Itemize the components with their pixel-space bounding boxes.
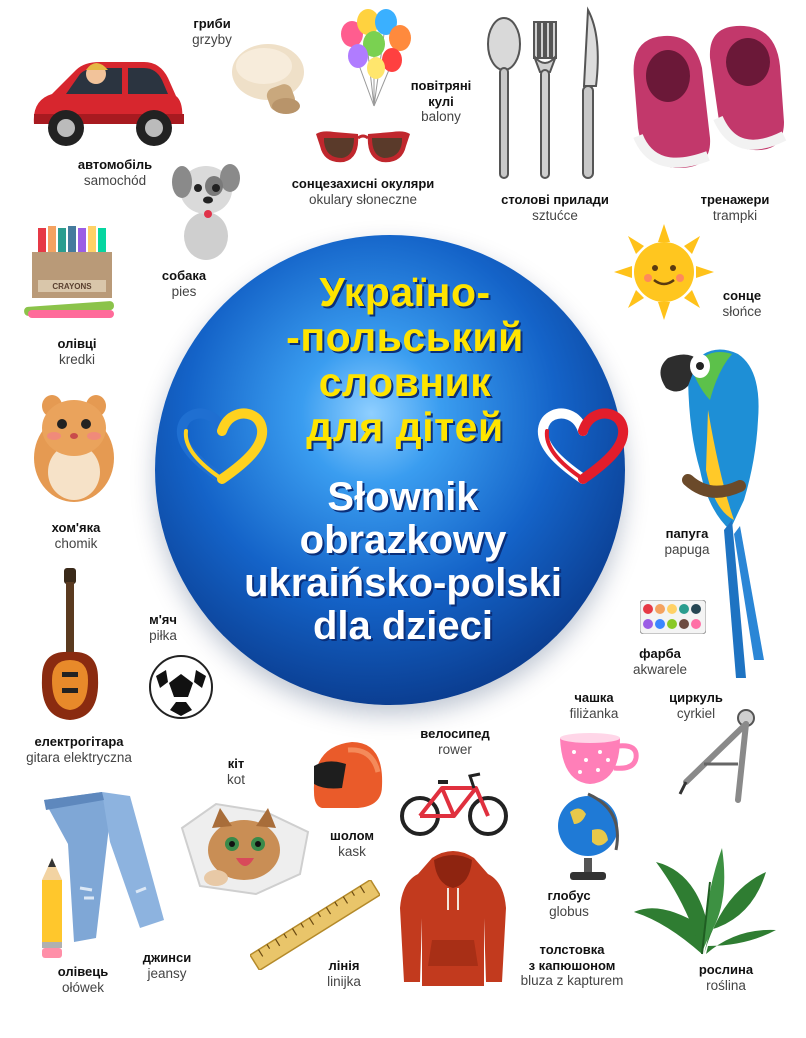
mushroom-icon [230, 40, 310, 118]
label-mushrooms: гриби grzyby [192, 16, 232, 47]
label-paints: фарба akwarele [632, 646, 688, 677]
ukraine-heart-icon [176, 405, 268, 485]
label-pencil: олівець ołówek [57, 964, 109, 995]
bicycle-icon [398, 770, 510, 840]
title-ua-line: словник [318, 359, 492, 405]
poland-heart-icon [537, 405, 629, 485]
label-ball: м'яч piłka [149, 612, 177, 643]
label-hamster: хом'яка chomik [51, 520, 101, 551]
label-bicycle: велосипед rower [420, 726, 490, 757]
label-parrot: папуга papuga [664, 526, 710, 557]
label-balloons: повітряні кулі balony [410, 78, 472, 125]
label-crayons: олівці kredki [57, 336, 97, 367]
sunglasses-icon [314, 128, 412, 168]
title-pl-line: ukraińsko-polski [244, 561, 562, 605]
title-pl-line: dla dzieci [312, 604, 494, 648]
cutlery-icon [480, 6, 610, 186]
label-ruler: лінія linijka [327, 958, 361, 989]
car-icon [26, 44, 186, 152]
label-sun: сонце słońce [722, 288, 762, 319]
title-ua-line: Україно- [319, 269, 491, 315]
title-polish [185, 476, 621, 648]
label-guitar: електрогітара gitara elektryczna [26, 734, 132, 765]
plant-icon [626, 842, 778, 962]
label-sunglasses: сонцезахисні окуляри okulary słoneczne [291, 176, 435, 207]
sun-icon [612, 222, 716, 322]
ruler-icon [250, 880, 380, 970]
hamster-icon [30, 388, 120, 504]
label-compass: циркуль cyrkiel [669, 690, 723, 721]
crayons-icon [24, 222, 120, 320]
label-jeans: джинси jeansy [142, 950, 192, 981]
label-cat: кіт kot [226, 756, 245, 787]
hoodie-icon [398, 848, 508, 988]
crayons-box-text: CRAYONS [52, 282, 92, 291]
title-pl-line: obrazkowy [299, 518, 507, 562]
label-car: автомобіль samochód [77, 157, 153, 188]
label-globe: глобус globus [547, 888, 591, 919]
title-ua-line: -польський [286, 314, 524, 360]
guitar-icon [34, 568, 104, 724]
globe-icon [552, 790, 626, 884]
label-helmet: шолом kask [330, 828, 374, 859]
cup-icon [550, 730, 642, 790]
label-dog: собака pies [161, 268, 207, 299]
title-pl-line: Słownik [327, 475, 479, 519]
pencil-icon [38, 858, 66, 958]
ball-icon [148, 654, 214, 720]
label-plant: рослина roślina [698, 962, 754, 993]
helmet-icon [308, 736, 386, 812]
label-hoodie: толстовка з капюшоном bluza z kapturem [520, 942, 624, 989]
label-cutlery: столові прилади sztućce [501, 192, 609, 223]
paints-icon [640, 600, 706, 634]
label-cup: чашка filiżanka [569, 690, 619, 721]
title-ukrainian [255, 270, 555, 450]
sneakers-icon [624, 18, 794, 178]
dog-icon [170, 156, 244, 264]
title-ua-line: для дітей [306, 404, 504, 450]
label-sneakers: тренажери trampki [700, 192, 770, 223]
